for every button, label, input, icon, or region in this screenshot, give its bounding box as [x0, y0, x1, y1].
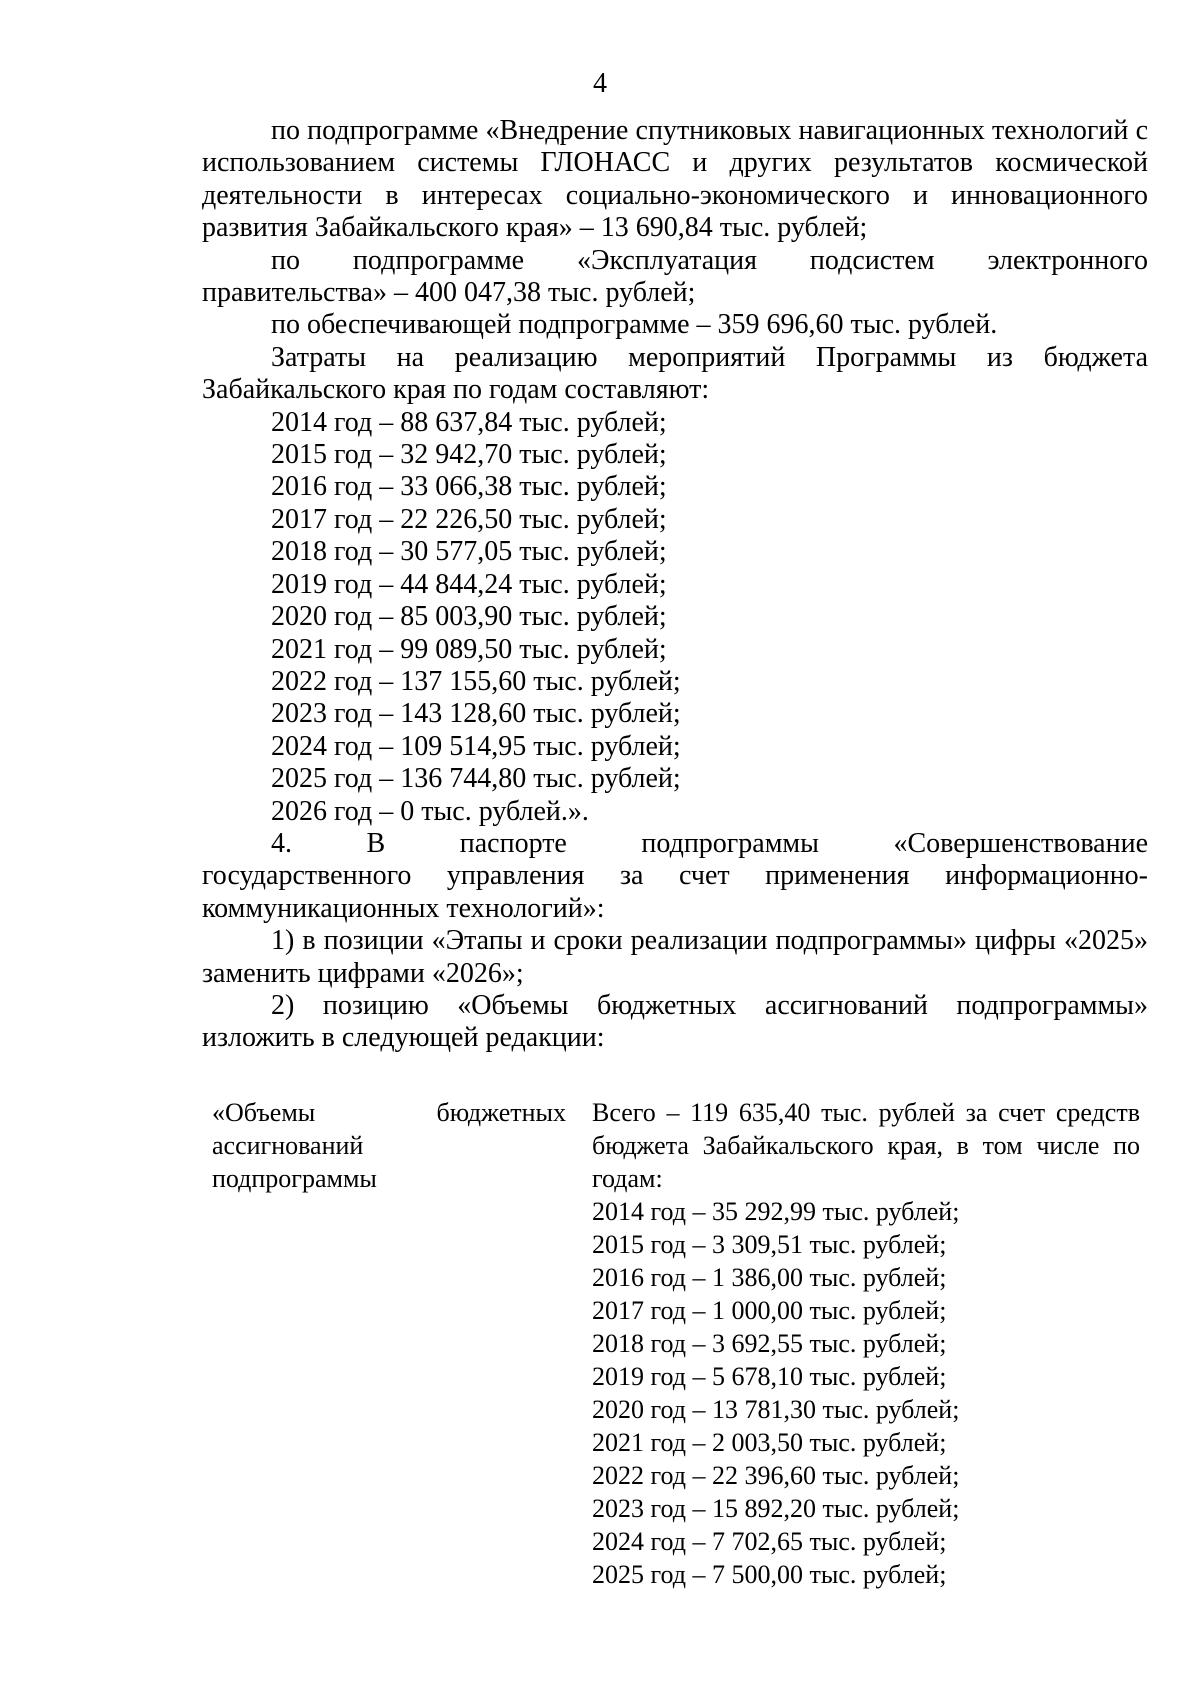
passport-year-item: 2015 год – 3 309,51 тыс. рублей; — [592, 1230, 947, 1259]
program-year-item: 2025 год – 136 744,80 тыс. рублей; — [271, 763, 681, 795]
passport-year-item: 2021 год – 2 003,50 тыс. рублей; — [592, 1428, 947, 1457]
section4-item2: 2) позицию «Объемы бюджетных ассигнований подпрограммы» изложить в следующей редакции: — [202, 989, 1148, 1054]
passport-year-item: 2014 год – 35 292,99 тыс. рублей; — [592, 1197, 960, 1226]
section4-heading-line3: коммуникационных технологий»: — [202, 892, 605, 924]
paragraph-costs-intro: Затраты на реализацию мероприятий Программы из бюджета Забайкальского края по годам составляют: — [202, 341, 1148, 406]
section4-heading-line1: 4. В паспорте подпрограммы «Совершенствование — [271, 827, 1148, 859]
passport-year-item: 2022 год – 22 396,60 тыс. рублей; — [592, 1461, 960, 1490]
program-year-item: 2026 год – 0 тыс. рублей.». — [271, 795, 589, 827]
passport-year-item: 2020 год – 13 781,30 тыс. рублей; — [592, 1395, 960, 1424]
passport-year-item: 2019 год – 5 678,10 тыс. рублей; — [592, 1362, 947, 1391]
program-year-item: 2016 год – 33 066,38 тыс. рублей; — [271, 471, 667, 503]
section4-heading-line2: государственного управления за счет применения информационно- — [202, 860, 1148, 892]
program-year-item: 2024 год – 109 514,95 тыс. рублей; — [271, 730, 681, 762]
passport-year-item: 2024 год – 7 702,65 тыс. рублей; — [592, 1527, 947, 1556]
passport-table-value-cell — [566, 1096, 1148, 1591]
program-year-item: 2017 год – 22 226,50 тыс. рублей; — [271, 503, 667, 535]
program-year-item: 2018 год – 30 577,05 тыс. рублей; — [271, 536, 667, 568]
program-year-item: 2021 год – 99 089,50 тыс. рублей; — [271, 633, 667, 665]
page-number: 4 — [593, 68, 607, 99]
passport-label-line3: подпрограммы — [212, 1164, 377, 1193]
document-body — [202, 115, 1148, 1055]
program-year-item: 2020 год – 85 003,90 тыс. рублей; — [271, 601, 667, 633]
passport-year-item: 2016 год – 1 386,00 тыс. рублей; — [592, 1263, 947, 1292]
program-year-item: 2014 год – 88 637,84 тыс. рублей; — [271, 406, 667, 438]
passport-year-item: 2025 год – 7 500,00 тыс. рублей; — [592, 1560, 947, 1589]
program-year-item: 2023 год – 143 128,60 тыс. рублей; — [271, 698, 681, 730]
paragraph-egov-subprogram-line1: по подпрограмме «Эксплуатация подсистем электронного — [271, 244, 1148, 276]
passport-table-label-cell — [202, 1096, 566, 1591]
passport-year-item: 2018 год – 3 692,55 тыс. рублей; — [592, 1329, 947, 1358]
passport-table — [202, 1096, 1148, 1591]
paragraph-egov-subprogram-line2: правительства» – 400 047,38 тыс. рублей; — [202, 277, 696, 309]
passport-label-line1: «Объемы бюджетных — [212, 1098, 566, 1127]
passport-year-item: 2023 год – 15 892,20 тыс. рублей; — [592, 1494, 960, 1523]
paragraph-glonass-subprogram: по подпрограмме «Внедрение спутниковых навигационных технологий с использованием системы ГЛОНАСС и других результатов космической деятельности в интересах социально-экономического и инновационного развития Забайкальского края» – 13 690,84 тыс. рублей; — [202, 115, 1148, 244]
program-years-list — [202, 407, 1148, 828]
passport-label-line2: ассигнований — [212, 1131, 364, 1160]
paragraph-support-subprogram: по обеспечивающей подпрограмме – 359 696,60 тыс. рублей. — [271, 309, 998, 341]
program-year-item: 2015 год – 32 942,70 тыс. рублей; — [271, 439, 667, 471]
program-year-item: 2022 год – 137 155,60 тыс. рублей; — [271, 665, 681, 697]
program-year-item: 2019 год – 44 844,24 тыс. рублей; — [271, 568, 667, 600]
passport-year-item: 2017 год – 1 000,00 тыс. рублей; — [592, 1296, 947, 1325]
passport-total-text: Всего – 119 635,40 тыс. рублей за счет средств бюджета Забайкальского края, в том числе по годам: — [592, 1098, 1140, 1193]
section4-item1: 1) в позиции «Этапы и сроки реализации подпрограммы» цифры «2025» заменить цифрами «2026»; — [202, 925, 1148, 989]
